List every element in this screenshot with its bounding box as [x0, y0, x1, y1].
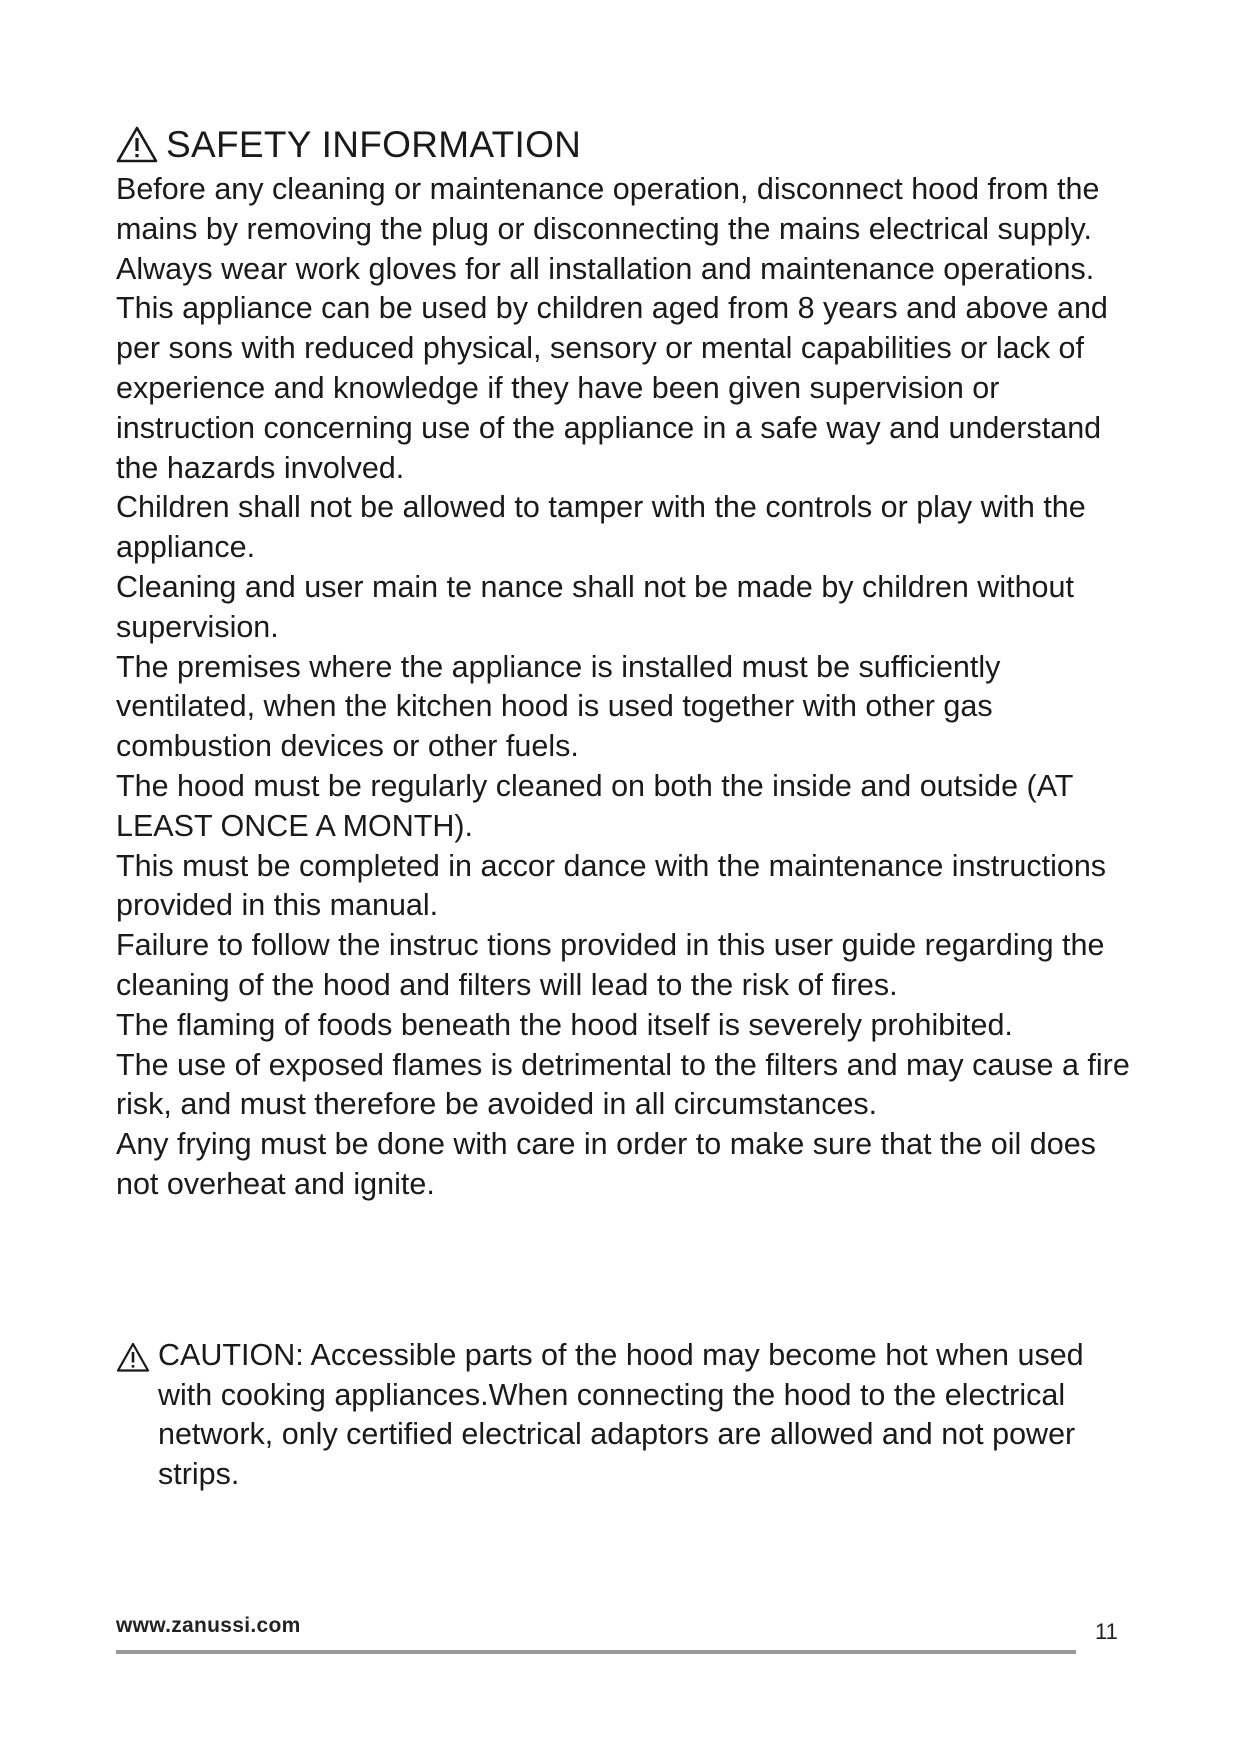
page-title: SAFETY INFORMATION [166, 124, 582, 165]
paragraph: This must be completed in accor dance with the maintenance instructions provided in this manual. [116, 848, 1107, 923]
warning-triangle-icon [116, 1342, 150, 1373]
website-link[interactable]: www.zanussi.com [116, 1614, 301, 1637]
section-heading [116, 124, 581, 166]
paragraph: Always wear work gloves for all installation and maintenance operations. [116, 251, 1095, 286]
paragraph: The flaming of foods beneath the hood itself is severely prohibited. [116, 1007, 1013, 1042]
page-number: 11 [1095, 1619, 1118, 1644]
paragraph: Cleaning and user main te nance shall not be made by children without supervision. [116, 569, 1074, 644]
warning-triangle-icon [116, 126, 158, 164]
footer-divider [116, 1650, 1076, 1654]
paragraph: The use of exposed flames is detrimental to the filters and may cause a fire risk, and must therefore be avoided in all circumstances. [116, 1047, 1130, 1122]
caution-text: CAUTION: Accessible parts of the hood may become hot when used with cooking appliances.When connecting the hood to the electrical network, only certified electrical adaptors are allowed and not power strips. [158, 1338, 1084, 1491]
paragraph: Children shall not be allowed to tamper with the controls or play with the appliance. [116, 490, 1086, 565]
caution-note [116, 1336, 1136, 1494]
paragraph: This appliance can be used by children aged from 8 years and above and per sons with reduced physical, sensory or mental capabilities or lack of experience and knowledge if they have been given supervision or instruction concerning use of the appliance in a safe way and understand the hazards involved. [116, 291, 1108, 485]
paragraph: The premises where the appliance is installed must be sufficiently ventilated, when the kitchen hood is used together with other gas combustion devices or other fuels. [116, 649, 1001, 764]
paragraph: Before any cleaning or maintenance operation, disconnect hood from the mains by removing the plug or disconnecting the mains electrical supply. [116, 172, 1100, 246]
paragraph: Failure to follow the instruc tions provided in this user guide regarding the cleaning of the hood and filters will lead to the risk of fires. [116, 928, 1105, 1002]
safety-paragraphs [116, 170, 1136, 1205]
paragraph: The hood must be regularly cleaned on both the inside and outside (AT LEAST ONCE A MONTH). [116, 768, 1073, 843]
page-footer [116, 1614, 1130, 1644]
paragraph: Any frying must be done with care in order to make sure that the oil does not overheat and ignite. [116, 1127, 1096, 1201]
